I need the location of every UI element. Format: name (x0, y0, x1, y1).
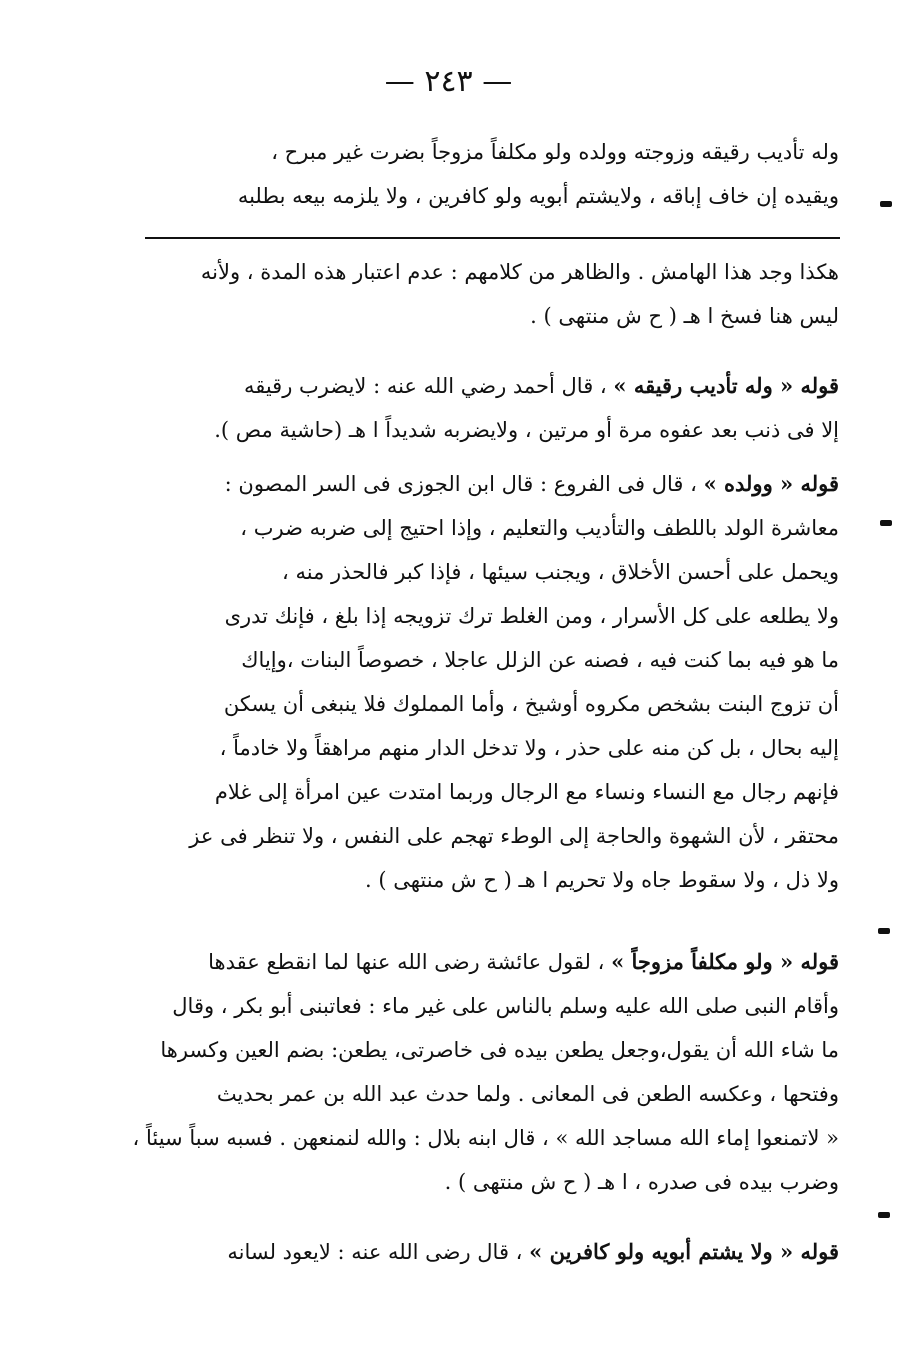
footnote-line: وفتحها ، وعكسه الطعن فى المعانى . ولما حدث عبد الله بن عمر بحديث (216, 1082, 839, 1106)
footnote-line: ولا ذل ، ولا سقوط جاه ولا تحريم ا هـ ( ح ش منتهى ) . (365, 868, 839, 892)
footnote-lead: قوله « وولده » (703, 471, 839, 496)
footnote-line: ولا يطلعه على كل الأسرار ، ومن الغلط ترك تزويجه إذا بلغ ، فإنك تدرى (224, 604, 839, 628)
footnote-line: معاشرة الولد باللطف والتأديب والتعليم ، وإذا احتيج إلى ضربه ضرب ، (240, 516, 839, 540)
footnote-line: ما هو فيه بما كنت فيه ، فصنه عن الزلل عاجلا ، خصوصاً البنات ،وإياك (241, 648, 839, 672)
footnote-line: إليه بحال ، بل كن منه على حذر ، ولا تدخل الدار منهم مراهقاً ولا خادماً ، (219, 736, 839, 760)
margin-mark (880, 201, 892, 207)
footnote-line-text: قال رضى الله عنه : لايعود لسانه (227, 1240, 509, 1264)
footnote-line: « لاتمنعوا إماء الله مساجد الله » ، قال ابنه بلال : والله لنمنعهن . فسبه سباً سيئاً ، (132, 1126, 839, 1150)
footnote-lead: قوله « ولا يشتم أبويه ولو كافرين » (529, 1239, 839, 1264)
footnote-line-first: قوله « وله تأديب رقيقه » ، قال أحمد رضي الله عنه : لايضرب رقيقه (243, 373, 839, 398)
main-text-line: وله تأديب رقيقه وزوجته وولده ولو مكلفاً مزوجاً بضرت غير مبرح ، (271, 140, 839, 164)
footnote-line: وأقام النبى صلى الله عليه وسلم بالناس على غير ماء : فعاتبنى أبو بكر ، وقال (172, 994, 839, 1018)
footnote-line-text: لقول عائشة رضى الله عنها لما انقطع عقدها (208, 950, 591, 974)
margin-mark (878, 928, 890, 934)
footnote-4 (124, 940, 839, 1204)
footnote-line-first: قوله « وولده » ، قال فى الفروع : قال ابن الجوزى فى السر المصون : (224, 471, 839, 496)
footnote-line-first: قوله « ولو مكلفاً مزوجاً » ، لقول عائشة رضى الله عنها لما انقطع عقدها (208, 949, 839, 974)
main-text (124, 130, 839, 218)
footnote-line-text: قال فى الفروع : قال ابن الجوزى فى السر المصون : (224, 472, 684, 496)
page-number: — ٢٤٣ — (384, 64, 513, 99)
footnote-5 (124, 1230, 839, 1274)
margin-mark (878, 1212, 890, 1218)
footnote-lead: قوله « وله تأديب رقيقه » (613, 373, 839, 398)
footnote-line: أن تزوج البنت بشخص مكروه أوشيخ ، وأما المملوك فلا ينبغى أن يسكن (223, 692, 839, 716)
footnote-line: ما شاء الله أن يقول،وجعل يطعن بيده فى خاصرتى، يطعن: بضم العين وكسرها (160, 1038, 839, 1062)
footnote-line: محتقر ، لأن الشهوة والحاجة إلى الوطء تهجم على النفس ، ولا تنظر فى عز (189, 824, 839, 848)
footnote-line: فإنهم رجال مع النساء ونساء مع الرجال وربما امتدت عين امرأة إلى غلام (214, 780, 839, 804)
main-text-line: ويقيده إن خاف إباقه ، ولايشتم أبويه ولو كافرين ، ولا يلزمه بيعه بطلبه (237, 184, 839, 208)
footnote-line-text: قال أحمد رضي الله عنه : لايضرب رقيقه (243, 374, 594, 398)
margin-mark (880, 520, 892, 526)
footnote-2 (124, 364, 839, 452)
footnote-line: ويحمل على أحسن الأخلاق ، ويجنب سيئها ، فإذا كبر فالحذر منه ، (282, 560, 839, 584)
footnote-line-first: قوله « ولا يشتم أبويه ولو كافرين » ، قال رضى الله عنه : لايعود لسانه (227, 1239, 839, 1264)
footnote-line: هكذا وجد هذا الهامش . والظاهر من كلامهم : عدم اعتبار هذه المدة ، ولأنه (200, 260, 839, 284)
footnote-line: إلا فى ذنب بعد عفوه مرة أو مرتين ، ولايضربه شديداً ا هـ (حاشية مص ). (214, 418, 839, 442)
footnote-3 (124, 462, 839, 902)
footnote-lead: قوله « ولو مكلفاً مزوجاً » (611, 949, 839, 974)
footnote-line: وضرب بيده فى صدره ، ا هـ ( ح ش منتهى ) . (444, 1170, 839, 1194)
footnote-1 (124, 250, 839, 338)
footnote-line: ليس هنا فسخ ا هـ ( ح ش منتهى ) . (530, 304, 839, 328)
footnote-divider (145, 237, 840, 239)
